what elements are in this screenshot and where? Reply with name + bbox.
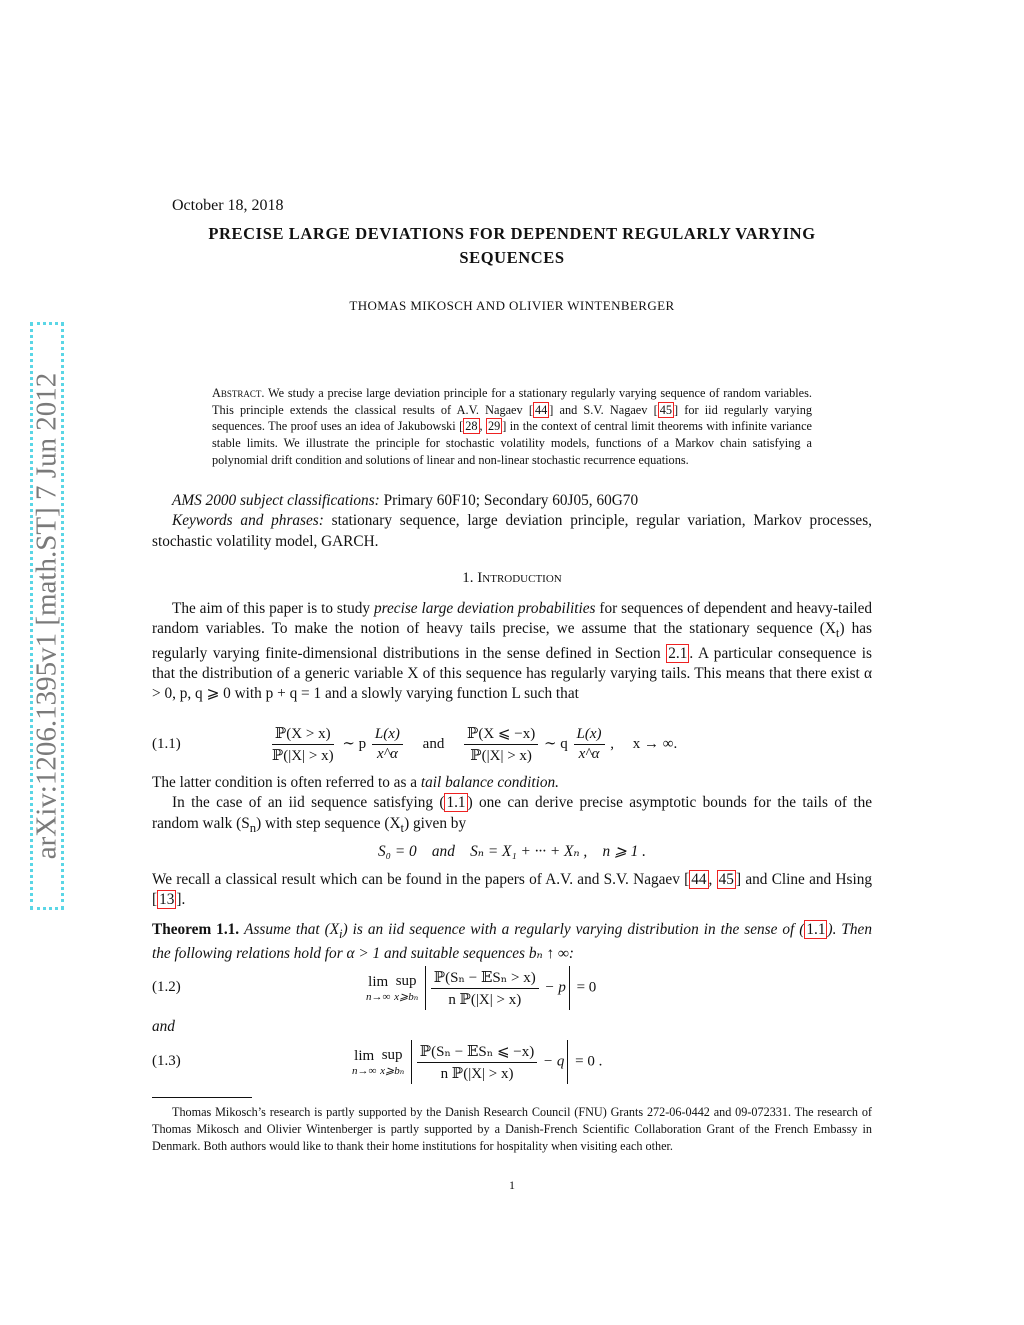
- and-word: and: [152, 1018, 175, 1035]
- term: − q: [543, 1053, 565, 1070]
- abstract-label: Abstract.: [212, 386, 265, 400]
- theorem-text: ). Then the following relations hold for α > 1 and suitable sequences bₙ ↑ ∞:: [152, 921, 872, 963]
- classifications: [152, 491, 872, 552]
- arxiv-id: arXiv:1206.1395v1 [math.ST] 7 Jun 2012: [30, 372, 63, 860]
- denominator: x^α: [578, 746, 600, 762]
- fraction: [431, 968, 539, 1009]
- ams-label: AMS 2000 subject classifications:: [172, 492, 380, 509]
- ams-text: Primary 60F10; Secondary 60J05, 60G70: [383, 492, 639, 509]
- text: In the case of an iid sequence satisfying (: [172, 794, 445, 812]
- fraction: [417, 1042, 537, 1083]
- equals: = 0 .: [575, 1053, 603, 1070]
- sup-subscript: x⩾bₙ: [394, 991, 419, 1003]
- citation-link[interactable]: 44: [534, 402, 548, 417]
- random-walk-equation: S₀ = 0 and Sₙ = X₁ + ··· + Xₙ , n ⩾ 1 .: [378, 843, 646, 860]
- intro-paragraph-2: The latter condition is often referred to as a tail balance condition. In the case of an iid sequence satisfying ( 1.1 ) one can derive precise asymptotic bounds for the tails of the random walk $(S_n)$ with step sequence $(X_t)$ given by: [152, 774, 873, 835]
- sup: sup: [381, 1047, 403, 1063]
- numerator: ℙ(X ⩽ −x): [464, 724, 538, 745]
- abstract-text-d: in the context of central limit theorems with infinite variance stable limits. We illustrate the principle for stochastic volatility models, functions of a Markov chain satisfying a polynomial drift condition and solutions of linear and non-linear stochastic recurrence equations.: [212, 419, 812, 467]
- citation-link[interactable]: 29: [487, 419, 501, 434]
- text: for sequences of dependent and heavy-tailed random variables. To make the notion of heavy tails precise, we assume that the stationary sequence (X: [152, 600, 873, 638]
- text: . A particular consequence is that the distribution of a generic variable X of this sequence has regularly varying tails. This means that there exist α > 0, p, q ⩾ 0 with p + q = 1 and a slowly varying function L such that: [152, 644, 872, 703]
- text: ) with step sequence (X: [256, 814, 401, 832]
- abs-bar: [569, 966, 570, 1010]
- denominator: ℙ(|X| > x): [272, 748, 334, 764]
- text: The latter condition is often referred to as a: [152, 774, 418, 791]
- fraction: [574, 726, 605, 763]
- lim: lim: [368, 973, 389, 990]
- citation-link[interactable]: 45: [718, 871, 734, 888]
- limit-condition: , x → ∞.: [610, 735, 678, 752]
- sup-operator: [380, 1047, 404, 1077]
- emphasis: precise large deviation probabilities: [373, 600, 596, 617]
- footnote-rule: [152, 1097, 252, 1098]
- abs-bar: [567, 1040, 568, 1084]
- abstract-text-b: and S.V. Nagaev: [559, 402, 648, 417]
- text: ) given by: [404, 814, 467, 832]
- emphasis: tail balance condition.: [420, 774, 559, 791]
- numerator: L(x): [574, 726, 605, 745]
- equation-number: (1.1): [152, 736, 181, 752]
- footnote: Thomas Mikosch’s research is partly supported by the Danish Research Council (FNU) Grants 272-06-0442 and 09-072331. The research of Thomas Mikosch and Olivier Wintenberger is partly supported by a Danish-French Scientific Collaboration Grant of the French Embassy in Denmark. Both authors would like to thank their home institutions for hospitality when visiting each other.: [152, 1105, 872, 1153]
- equation-1-1: [152, 724, 872, 770]
- fraction: [372, 726, 403, 763]
- abs-bar: [411, 1040, 412, 1084]
- abstract: Abstract. We study a precise large deviation principle for a stationary regularly varying sequence of random variables. This principle extends the classical results of A.V. Nagaev [ 44 ] and S.V. Nagaev [ 45 ] for iid regularly varying sequences. The proof uses an idea of Jakubowski [ 28 , 29 ] in the context of central limit theorems with infinite variance stable limits. We illustrate the principle for stochastic volatility models, functions of a Markov chain satisfying a polynomial drift condition and solutions of linear and non-linear stochastic recurrence equations.: [212, 386, 813, 467]
- term: − p: [544, 979, 566, 996]
- equation-1-3: [152, 1038, 872, 1088]
- citation-link[interactable]: 13: [159, 891, 175, 909]
- theorem-label: Theorem 1.1.: [152, 921, 240, 938]
- date: October 18, 2018: [172, 197, 284, 214]
- lim: lim: [354, 1047, 375, 1064]
- intro-paragraph-1: The aim of this paper is to study precise large deviation probabilities for sequences of dependent and heavy-tailed random variables. To make the notion of heavy tails precise, we assume that the stationary sequence $(X_t)$ has regularly varying finite-dimensional distributions in the sense defined in Section 2.1 . A particular consequence is that the distribution of a generic variable X of this sequence has regularly varying tails. This means that there exist α > 0, p, q ⩾ 0 with p + q = 1 and a slowly varying function L such that: [152, 600, 873, 703]
- numerator: ℙ(Sₙ − 𝔼Sₙ > x): [431, 968, 539, 989]
- equals: = 0: [576, 979, 597, 996]
- theorem-1-1: Theorem 1.1. Assume that $(X_i)$ is an iid sequence with a regularly varying distribution in the sense of ( 1.1 ). Then the following relations hold for α > 1 and suitable sequences bₙ ↑ ∞:: [152, 921, 872, 963]
- citation-link[interactable]: 44: [691, 871, 707, 888]
- relation: ∼ q: [543, 735, 568, 752]
- sup-operator: [394, 973, 418, 1003]
- denominator: n ℙ(|X| > x): [448, 991, 522, 1008]
- equation-link[interactable]: 1.1: [446, 794, 466, 812]
- relation: ∼ p: [342, 735, 367, 752]
- equation-1-2: [152, 964, 872, 1014]
- citation-link[interactable]: 28: [465, 419, 478, 434]
- text: ) one can derive precise asymptotic bounds for the tails of the random walk (S: [152, 794, 873, 832]
- limit-operator: [366, 974, 390, 1003]
- numerator: ℙ(X > x): [272, 724, 334, 745]
- intro-paragraph-3: We recall a classical result which can be found in the papers of A.V. and S.V. Nagaev [ 44 , 45 ] and Cline and Hsing [ 13 ].: [152, 871, 873, 909]
- keywords-label: Keywords and phrases:: [172, 512, 324, 530]
- denominator: n ℙ(|X| > x): [440, 1065, 514, 1082]
- section-title: Introduction: [477, 570, 562, 586]
- equation-link[interactable]: 1.1: [806, 921, 826, 938]
- fraction: [464, 724, 538, 765]
- theorem-text: ) is an iid sequence with a regularly varying distribution in the sense of (: [342, 921, 805, 938]
- title-line-1: PRECISE LARGE DEVIATIONS FOR DEPENDENT REGULARLY VARYING: [208, 224, 816, 243]
- title-line-2: SEQUENCES: [459, 248, 565, 267]
- section-link[interactable]: 2.1: [668, 644, 688, 662]
- citation-link[interactable]: 45: [659, 402, 672, 417]
- abstract-text-a: We study a precise large deviation principle for a stationary regularly varying sequence of random variables. This principle extends the classical results of A.V. Nagaev: [212, 386, 813, 417]
- section-number: 1.: [462, 570, 474, 586]
- equation-number: (1.3): [152, 1053, 181, 1069]
- numerator: L(x): [372, 726, 403, 745]
- theorem-text: Assume that (X: [244, 921, 340, 938]
- section-heading: [152, 570, 872, 587]
- numerator: ℙ(Sₙ − 𝔼Sₙ ⩽ −x): [417, 1042, 537, 1063]
- denominator: ℙ(|X| > x): [470, 748, 532, 764]
- equation-number: (1.2): [152, 979, 181, 995]
- page-number: 1: [509, 1178, 515, 1192]
- text: ) has regularly varying finite-dimensional distributions in the sense defined in Section: [152, 620, 872, 662]
- paper-title: [152, 222, 872, 270]
- text: .: [181, 891, 186, 909]
- lim-subscript: n→∞: [352, 1064, 377, 1077]
- keywords-text: stationary sequence, large deviation principle, regular variation, Markov processes, stochastic volatility model, GARCH.: [152, 512, 872, 550]
- abstract-text-c: for iid regularly varying sequences. The proof uses an idea of Jakubowski: [212, 402, 813, 434]
- fraction: [269, 724, 337, 765]
- and-word: and: [422, 735, 445, 752]
- lim-subscript: n→∞: [366, 990, 391, 1003]
- sup-subscript: x⩾bₙ: [380, 1065, 405, 1077]
- sup: sup: [395, 973, 417, 989]
- limit-operator: [352, 1048, 376, 1077]
- arxiv-stamp: [30, 322, 64, 910]
- text: The aim of this paper is to study: [172, 600, 371, 617]
- authors: THOMAS MIKOSCH AND OLIVIER WINTENBERGER: [349, 298, 675, 313]
- text: and Cline and Hsing: [745, 871, 873, 888]
- text: We recall a classical result which can be found in the papers of A.V. and S.V. Nagaev: [152, 871, 680, 888]
- denominator: x^α: [376, 746, 398, 762]
- abs-bar: [425, 966, 426, 1010]
